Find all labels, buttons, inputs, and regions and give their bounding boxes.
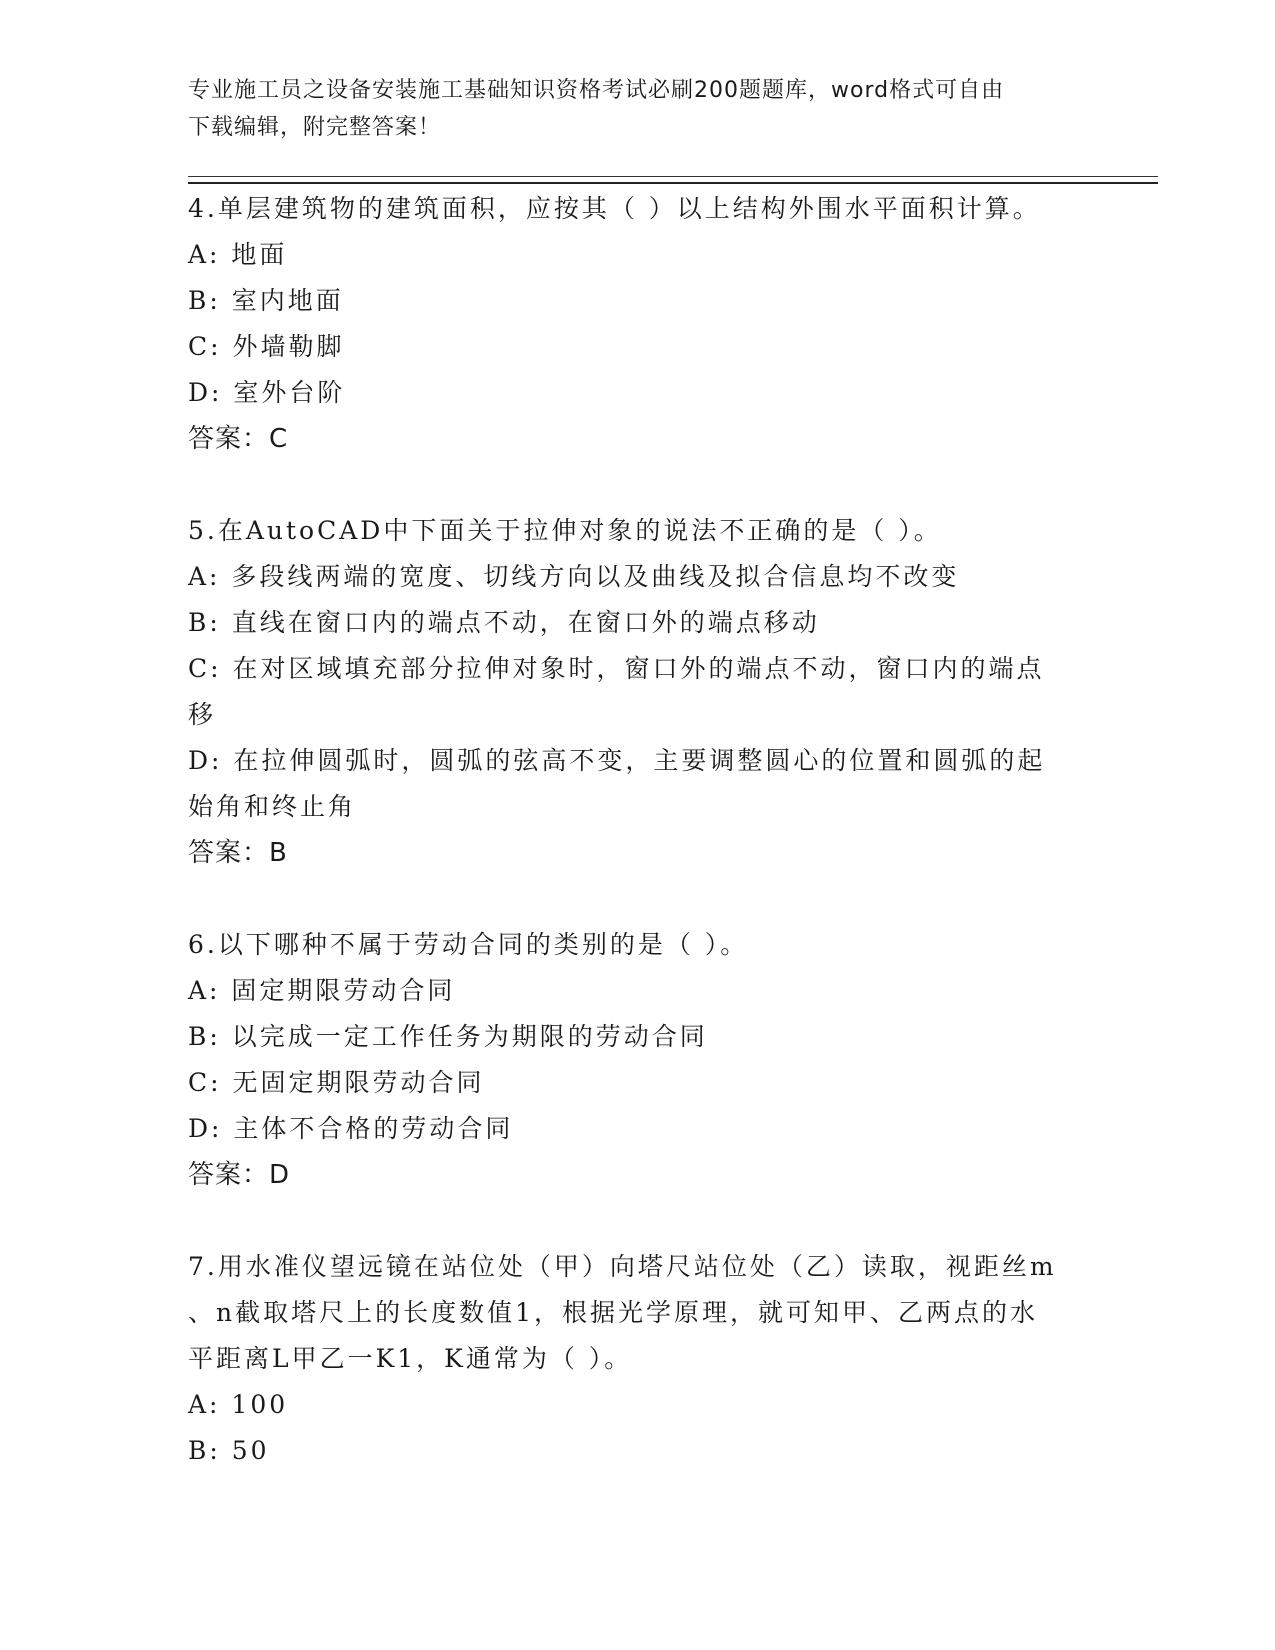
option-c: C: 外墙勒脚 [188, 332, 345, 361]
option-b: B: 50 [188, 1436, 270, 1465]
question-stem: 4.单层建筑物的建筑面积，应按其（ ）以上结构外围水平面积计算。 [188, 194, 1041, 223]
option-c: C: 在对区域填充部分拉伸对象时，窗口外的端点不动，窗口内的端点 [188, 654, 1045, 683]
header-line-2: 下载编辑，附完整答案！ [188, 115, 442, 140]
question-stem-continued: 平距离L甲乙一K1，K通常为（ ）。 [188, 1344, 633, 1373]
answer-line: 答案：C [188, 424, 289, 454]
option-c: C: 无固定期限劳动合同 [188, 1068, 485, 1097]
option-d: D: 在拉伸圆弧时，圆弧的弦高不变，主要调整圆心的位置和圆弧的起 [188, 746, 1046, 775]
answer-line: 答案：B [188, 838, 288, 868]
header-line-1: 专业施工员之设备安装施工基础知识资格考试必刷200题题库，word格式可自由 [188, 78, 1005, 103]
question-stem-continued: 、n截取塔尺上的长度数值1，根据光学原理，就可知甲、乙两点的水 [188, 1298, 1039, 1327]
question-4 [188, 186, 1088, 462]
question-7 [188, 1244, 1088, 1474]
question-6 [188, 922, 1088, 1198]
option-d: D: 主体不合格的劳动合同 [188, 1114, 514, 1143]
page-header [188, 72, 1078, 146]
question-gap [188, 876, 1088, 922]
question-5 [188, 508, 1088, 876]
question-list [188, 186, 1088, 1474]
option-b: B: 直线在窗口内的端点不动，在窗口外的端点移动 [188, 608, 820, 637]
option-a: A: 地面 [188, 240, 288, 269]
question-gap [188, 1198, 1088, 1244]
header-divider-thick [188, 182, 1158, 184]
option-a: A: 固定期限劳动合同 [188, 976, 456, 1005]
question-gap [188, 462, 1088, 508]
option-b: B: 以完成一定工作任务为期限的劳动合同 [188, 1022, 708, 1051]
question-stem: 5.在AutoCAD中下面关于拉伸对象的说法不正确的是（ ）。 [188, 516, 942, 545]
option-b: B: 室内地面 [188, 286, 344, 315]
answer-line: 答案：D [188, 1160, 291, 1190]
question-stem: 7.用水准仪望远镜在站位处（甲）向塔尺站位处（乙）读取，视距丝m [188, 1252, 1057, 1281]
option-d: D: 室外台阶 [188, 378, 346, 407]
option-a: A: 100 [188, 1390, 289, 1419]
option-c-continued: 移 [188, 700, 217, 729]
option-a: A: 多段线两端的宽度、切线方向以及曲线及拟合信息均不改变 [188, 562, 960, 591]
option-d-continued: 始角和终止角 [188, 792, 357, 821]
question-stem: 6.以下哪种不属于劳动合同的类别的是（ ）。 [188, 930, 749, 959]
header-divider-thin [188, 176, 1158, 177]
